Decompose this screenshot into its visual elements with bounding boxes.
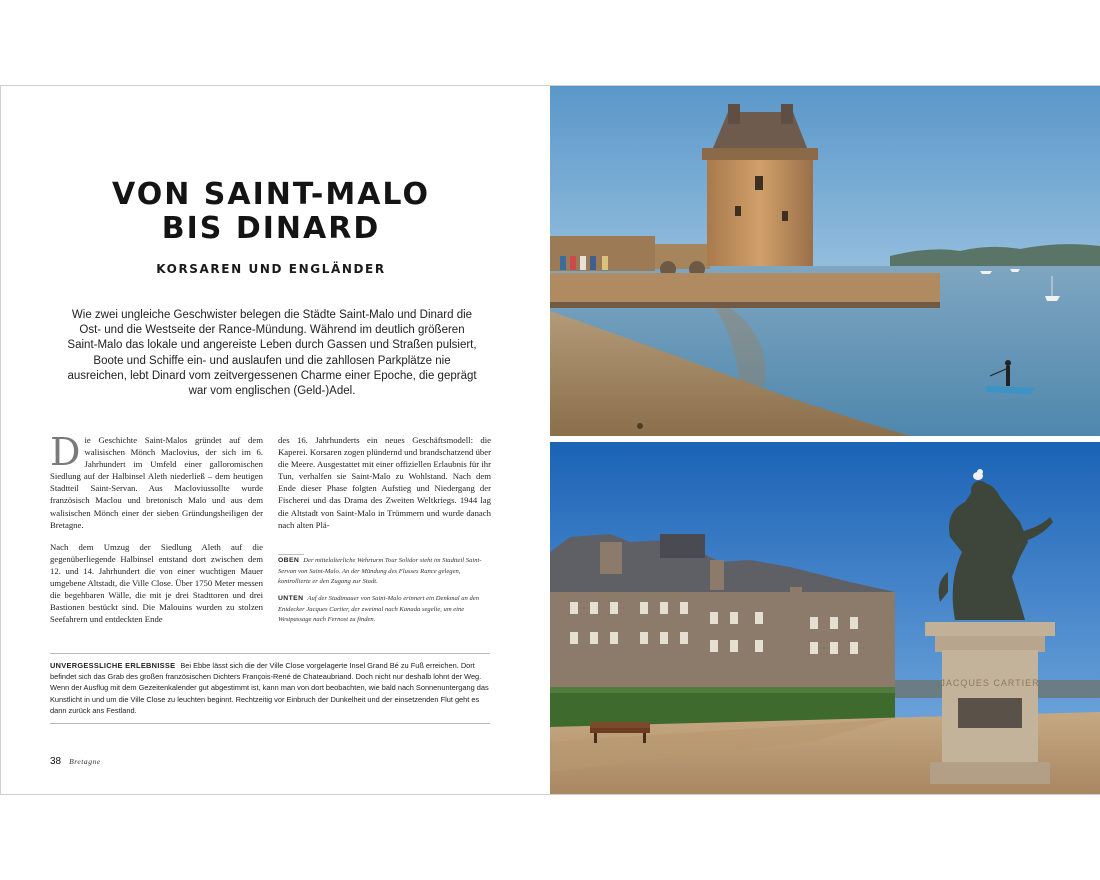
highlight-box-label: UNVERGESSLICHE ERLEBNISSE [50, 661, 176, 670]
highlight-box [50, 653, 490, 724]
statue-inscription: JACQUES CARTIER [940, 678, 1040, 688]
caption-top [278, 556, 491, 588]
paragraph-1-text: ie Geschichte Saint-Malos gründet auf dem walisischen Mönch Maclovius, der sich im 6. Jahrhundert im Umfeld einer galloromischen Siedlung auf der Halbinsel Aleth niederließ – dem heutigen Stadtteil Saint-Servan. Aus Macloviussollte wurde französisch Maclou und bretonisch Malo und aus dem walisischen Mönch einer der sieben Gründungsheiligen der Bretagne. [50, 435, 263, 530]
photo-jacques-cartier-statue [550, 442, 1100, 794]
right-page [550, 86, 1100, 794]
title-line-1: VON SAINT-MALO [112, 177, 430, 212]
highlight-box-text: Bei Ebbe lässt sich die der Ville Close vorgelagerte Insel Grand Bé zu Fuß erreichen. Dort befindet sich das Grab des großen französischen Dichters François-René de Chateaubriand. Doch nicht nur deshalb lohnt der Weg. Wenn der Ausflug mit dem Gezeitenkalender gut abgestimmt ist, kann man von dort beobachten, wie bald nach Sonnenuntergang das Kunstlicht in und um die Ville Close zu leuchten beginnt. Rechtzeitig vor Einbruch der Dunkelheit und der einsetzenden Flut geht es dann zurück ans Festland. [50, 661, 489, 715]
title-line-2: BIS DINARD [161, 211, 381, 246]
page-title [61, 178, 481, 246]
left-page [0, 86, 550, 794]
page-footer [50, 756, 101, 767]
book-spread [0, 85, 1100, 795]
caption-top-label: OBEN [278, 557, 300, 564]
tour-solidor-illustration [550, 86, 1100, 436]
paragraph-3: des 16. Jahrhunderts ein neues Geschäftsmodell: die Kaperei. Korsaren zogen plündernd und brandschatzend über die Meere. Ausgestattet mit einer offiziellen Erlaubnis für ihr Tun, verhalfen sie Saint-Malo zu Wohlstand. Nach dem Ende dieser Phase folgten Aufstieg und Niedergang der Fischerei und das Drama des Zweiten Weltkriegs. 1944 lag die Altstadt von Saint-Malo in Trümmern und wurde danach nach alten Plä- [278, 435, 492, 530]
intro-paragraph: Wie zwei ungleiche Geschwister belegen die Städte Saint-Malo und Dinard die Ost- und die Westseite der Rance-Mündung. Während im deutlich größeren Saint-Malo das lokale und angereiste Leben durch Gassen und Straßen pulsiert, Boote und Schiffe ein- und auslaufen und die zahllosen Parkplätze nie ausreichen, lebt Dinard vom zeitvergessenen Charme einer Epoche, die geprägt war vom englischen (Geld-)Adel. [67, 309, 477, 398]
body-column-2 [278, 434, 491, 541]
caption-bottom-label: UNTEN [278, 595, 304, 602]
caption-bottom-text: Auf der Stadtmauer von Saint-Malo erinnert ein Denkmal an den Entdecker Jacques Cartier, der zweimal nach Kanada segelte, um eine Westpassage nach Fernost zu finden. [278, 595, 480, 623]
statue-illustration [550, 442, 1100, 794]
body-column-1 [50, 430, 263, 635]
page-number: 38 [50, 756, 62, 767]
page-subtitle: KORSAREN UND ENGLÄNDER [156, 262, 386, 276]
drop-cap: D [50, 430, 81, 474]
photo-tour-solidor [550, 86, 1100, 436]
caption-divider [278, 554, 304, 555]
paragraph-2: Nach dem Umzug der Siedlung Aleth auf die gegenüberliegende Halbinsel entstand dort zwischen dem 12. und 14. Jahrhundert die von einer wuchtigen Mauer umgebene Altstadt, die Ville Close. Über 1750 Meter messen die begehbaren Wälle, die mit je drei Stadttoren und drei Bastionen bestückt sind. Die Malouins wurden zu stolzen Seefahrern und entdeckten Ende [50, 541, 263, 625]
caption-bottom [278, 594, 491, 626]
caption-top-text: Der mittelalterliche Wehrturm Tour Solidor steht im Stadtteil Saint-Servan von Saint-Malo. An der Mündung des Flusses Rance gelegen, kontrollierte er den Zugang zur Stadt. [278, 557, 482, 585]
chapter-name: Bretagne [69, 757, 101, 766]
paragraph-1 [50, 430, 263, 531]
